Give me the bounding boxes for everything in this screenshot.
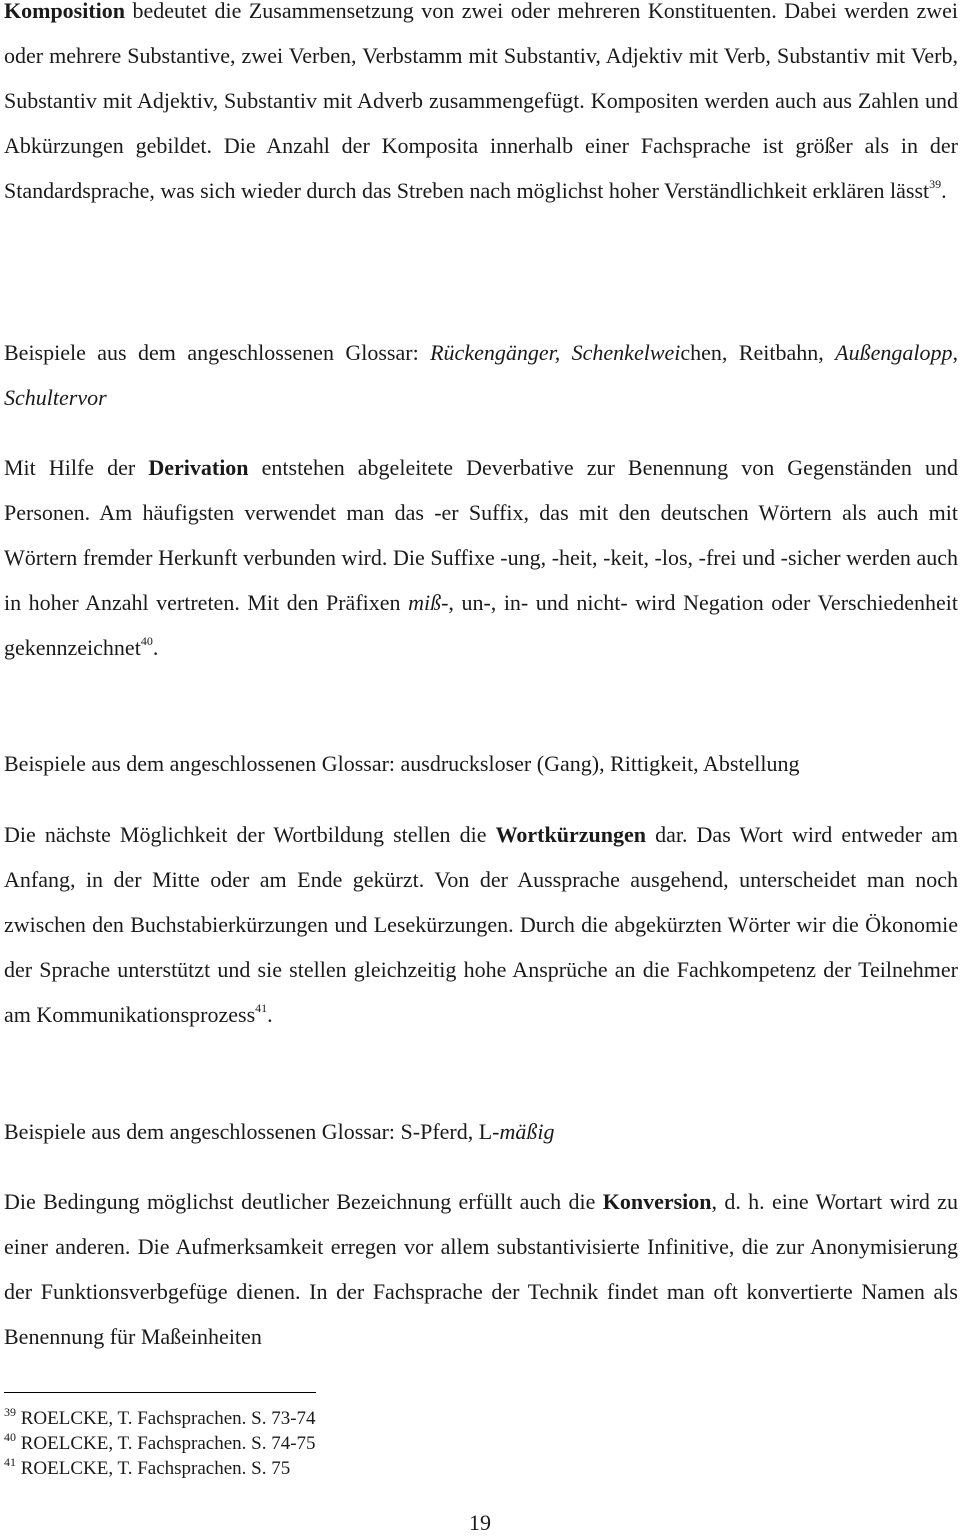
footnote-text: ROELCKE, T. Fachsprachen. S. 73-74: [20, 1408, 316, 1429]
paragraph-text: Die nächste Möglichkeit der Wortbildung stellen die: [4, 822, 496, 847]
paragraph-end: .: [941, 178, 947, 203]
examples-lead: Beispiele aus dem angeschlossenen Glossar:: [4, 340, 431, 365]
paragraph-text: entstehen abgeleitete Deverbative zur Benennung von Gegenständen und Personen. Am häufigsten verwendet man das -er Suffix, das mit den deutschen Wörtern als auch mit Wörtern fremder Herkunft verbunden wird. Die Suffixe -ung, -heit, -keit, -los, -frei und -sicher werden auch in hoher Anzahl vertreten. Mit den Präfixen: [4, 455, 958, 615]
paragraph-examples-komposition: [4, 330, 958, 420]
paragraph-text: Mit Hilfe der: [4, 455, 149, 480]
footnote-text: ROELCKE, T. Fachsprachen. S. 74-75: [20, 1433, 316, 1454]
footnote-number: 40: [4, 1430, 16, 1444]
footnote-40: [4, 1432, 316, 1456]
paragraph-examples-wortkuerzungen: [4, 1109, 958, 1154]
examples-text: Beispiele aus dem angeschlossenen Glossar: ausdrucksloser (Gang), Rittigkeit, Abstellung: [4, 751, 800, 776]
prefix-italic: miß: [408, 590, 442, 615]
footnote-ref: 39: [929, 177, 942, 191]
example-italic: Rückengänger, Schenkelwei: [430, 340, 681, 365]
term-konversion: Konversion: [602, 1189, 712, 1214]
examples-lead: Beispiele aus dem angeschlossenen Glossar: S-Pferd, L-: [4, 1119, 500, 1144]
paragraph-wortkuerzungen: [4, 812, 958, 1037]
page-number: 19: [469, 1510, 491, 1535]
paragraph-text: , d. h. eine Wortart wird zu einer anderen. Die Aufmerksamkeit erregen vor allem substantivisierte Infinitive, die zur Anonymisierung der Funktionsverbgefüge dienen. In der Fachsprache der Technik findet man oft konvertierte Namen als Benennung für Maßeinheiten: [4, 1189, 958, 1349]
paragraph-end: .: [152, 635, 159, 660]
paragraph-text: dar. Das Wort wird entweder am Anfang, in der Mitte oder am Ende gekürzt. Von der Aussprache ausgehend, unterscheidet man noch zwischen den Buchstabierkürzungen und Lesekürzungen. Durch die abgekürzten Wörter wir die Ökonomie der Sprache unterstützt und sie stellen gleichzeitig hohe Ansprüche an die Fachkompetenz der Teilnehmer am Kommunikationsprozess: [4, 822, 958, 1027]
example-italic: Außengalopp, Schultervor: [4, 340, 958, 410]
footnote-divider: [4, 1392, 316, 1393]
footnote-39: [4, 1407, 316, 1431]
term-komposition: Komposition: [4, 0, 126, 23]
example-text: chen, Reitbahn,: [680, 340, 836, 365]
footnote-text: ROELCKE, T. Fachsprachen. S. 75: [20, 1458, 291, 1479]
paragraph-derivation: [4, 445, 958, 670]
term-wortkuerzungen: Wortkürzungen: [495, 822, 646, 847]
example-italic: mäßig: [499, 1119, 555, 1144]
footnote-ref: 40: [140, 634, 153, 648]
footnote-41: [4, 1457, 290, 1481]
paragraph-text: Die Bedingung möglichst deutlicher Bezeichnung erfüllt auch die: [4, 1189, 603, 1214]
footnote-number: 41: [4, 1455, 16, 1469]
term-derivation: Derivation: [148, 455, 249, 480]
paragraph-text: bedeutet die Zusammensetzung von zwei oder mehreren Konstituenten. Dabei werden zwei oder mehrere Substantive, zwei Verben, Verbstamm mit Substantiv, Adjektiv mit Verb, Substantiv mit Verb, Substantiv mit Adjektiv, Substantiv mit Adverb zusammengefügt. Kompositen werden auch aus Zahlen und Abkürzungen gebildet. Die Anzahl der Komposita innerhalb einer Fachsprache ist größer als in der Standardsprache, was sich wieder durch das Streben nach möglichst hoher Verständlichkeit erklären lässt: [4, 0, 958, 203]
footnote-ref: 41: [255, 1001, 268, 1015]
paragraph-komposition: [4, 0, 958, 213]
footnote-number: 39: [4, 1405, 16, 1419]
paragraph-examples-derivation: [4, 741, 958, 786]
paragraph-end: .: [267, 1002, 273, 1027]
paragraph-text: -, un-, in- und nicht- wird Negation oder Verschiedenheit gekennzeichnet: [4, 590, 958, 660]
paragraph-konversion: [4, 1179, 958, 1359]
